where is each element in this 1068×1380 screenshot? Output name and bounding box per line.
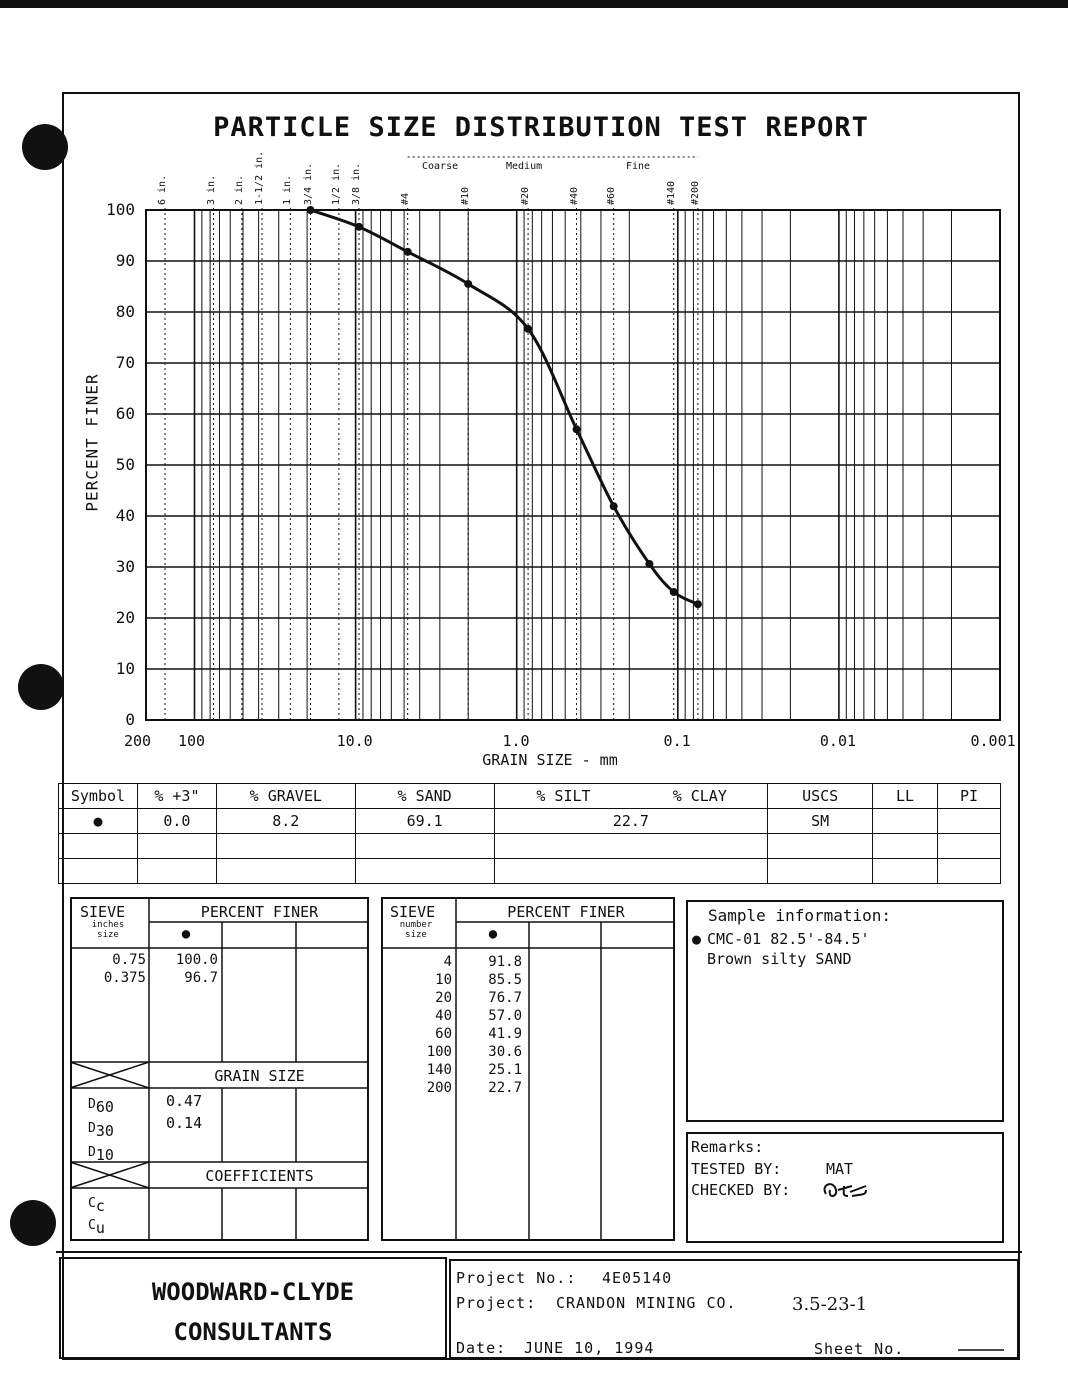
- sieve-label: #10: [460, 186, 472, 205]
- sieve-label: #40: [568, 186, 580, 205]
- sieve-label: #60: [605, 186, 617, 205]
- x-axis-title: GRAIN SIZE - mm: [482, 751, 618, 769]
- sieve-label: 3 in.: [205, 174, 217, 205]
- checked-by-label: CHECKED BY:: [691, 1181, 791, 1199]
- y-tick-label: 80: [115, 302, 135, 321]
- sample-heading: Sample information:: [708, 906, 892, 925]
- y-tick-label: 40: [115, 506, 135, 525]
- col-sand: % SAND: [355, 784, 494, 809]
- project-value: CRANDON MINING CO.: [556, 1294, 737, 1312]
- col-silt: % SILT: [494, 784, 632, 809]
- number-symbol: ●: [488, 926, 498, 942]
- x-tick-label: 200: [124, 732, 152, 750]
- col-plus3: % +3": [137, 784, 216, 809]
- date-value: JUNE 10, 1994: [524, 1339, 655, 1357]
- inch-pf-header: PERCENT FINER: [200, 903, 319, 921]
- silt-clay-cell: 22.7: [494, 809, 768, 834]
- sieve-label: 3/8 in.: [351, 162, 362, 205]
- sample-id: CMC-01 82.5'-84.5': [707, 930, 870, 948]
- y-tick-label: 30: [115, 557, 135, 576]
- sample-symbol: ●: [692, 930, 702, 948]
- sand-cell: 69.1: [355, 809, 494, 834]
- plus3-cell: 0.0: [137, 809, 216, 834]
- grain-size-header: GRAIN SIZE: [214, 1067, 305, 1085]
- sub-label: Cc: [88, 1196, 105, 1215]
- col-uscs: USCS: [768, 784, 873, 809]
- x-tick-label: 0.001: [970, 732, 1016, 750]
- sieve-label: 1/2 in.: [330, 162, 342, 205]
- coefficients-header: COEFFICIENTS: [205, 1167, 314, 1185]
- inch-sieve-list: 0.75 0.375: [103, 952, 146, 986]
- sheet-no-label: Sheet No.: [814, 1340, 905, 1358]
- tested-by-value: MAT: [826, 1160, 854, 1178]
- band-fine: Fine: [626, 161, 651, 172]
- date-label: Date:: [456, 1339, 507, 1357]
- sieve-label: 6 in.: [157, 174, 169, 205]
- x-tick-label: 0.1: [663, 732, 691, 750]
- band-medium: Medium: [506, 161, 543, 172]
- x-tick-label: 1.0: [502, 732, 530, 750]
- uscs-cell: SM: [768, 809, 873, 834]
- number-pf-header: PERCENT FINER: [507, 903, 625, 921]
- tested-by-label: TESTED BY:: [691, 1160, 782, 1178]
- remarks-heading: Remarks:: [691, 1138, 764, 1156]
- handwritten-reference: 3.5-23-1: [792, 1294, 868, 1315]
- inch-finer-list: 100.0 96.7: [175, 952, 218, 986]
- sieve-label: 2 in.: [233, 174, 245, 205]
- project-no-value: 4E05140: [602, 1269, 673, 1287]
- sieve-label: #140: [665, 180, 677, 205]
- y-tick-label: 70: [115, 353, 135, 372]
- number-sieve-list: 4 10 20 40 60 100 140 200: [426, 954, 452, 1096]
- x-tick-label: 100: [178, 732, 206, 750]
- sample-description: Brown silty SAND: [707, 950, 852, 968]
- inch-sieve-sub: inches size: [91, 920, 125, 940]
- y-tick-label: 0: [125, 710, 135, 729]
- grain-size-values: 0.47 0.14: [166, 1092, 203, 1132]
- col-pi: PI: [938, 784, 1001, 809]
- y-tick-label: 90: [115, 251, 135, 270]
- x-tick-label: 10.0: [336, 732, 373, 750]
- sieve-label: 1 in.: [282, 174, 294, 205]
- y-tick-label: 50: [115, 455, 135, 474]
- report-title: PARTICLE SIZE DISTRIBUTION TEST REPORT: [213, 112, 869, 143]
- sieve-label: 3/4 in.: [302, 162, 314, 205]
- project-no-label: Project No.:: [456, 1269, 577, 1287]
- sub-label: Cu: [88, 1218, 105, 1237]
- col-symbol: Symbol: [59, 784, 138, 809]
- band-coarse: Coarse: [422, 161, 459, 172]
- y-tick-label: 60: [115, 404, 135, 423]
- x-tick-label: 0.01: [819, 732, 857, 750]
- gravel-cell: 8.2: [216, 809, 355, 834]
- sub-label: D30: [88, 1121, 114, 1140]
- firm-name-line1: WOODWARD-CLYDE: [151, 1278, 355, 1306]
- col-ll: LL: [873, 784, 938, 809]
- y-tick-label: 10: [115, 659, 135, 678]
- sieve-label: #20: [520, 186, 532, 205]
- symbol-cell: ●: [59, 809, 138, 834]
- col-gravel: % GRAVEL: [216, 784, 355, 809]
- sieve-label: #4: [399, 192, 411, 205]
- sub-label: D10: [88, 1145, 114, 1164]
- y-tick-label: 20: [115, 608, 135, 627]
- col-clay: % CLAY: [632, 784, 767, 809]
- number-sieve-sub: number size: [399, 920, 433, 940]
- sieve-label: #200: [689, 180, 701, 205]
- inch-symbol: ●: [181, 926, 191, 942]
- y-tick-label: 100: [106, 200, 135, 219]
- number-sieve-header: SIEVE: [390, 903, 436, 921]
- project-label: Project:: [456, 1294, 537, 1312]
- y-axis-title: PERCENT FINER: [82, 373, 102, 512]
- number-finer-list: 91.8 85.5 76.7 57.0 41.9 30.6 25.1 22.7: [488, 954, 522, 1096]
- inch-sieve-header: SIEVE: [80, 903, 126, 921]
- sieve-label: 1-1/2 in.: [254, 150, 265, 205]
- firm-name-line2: CONSULTANTS: [173, 1318, 333, 1346]
- sub-label: D60: [88, 1097, 114, 1116]
